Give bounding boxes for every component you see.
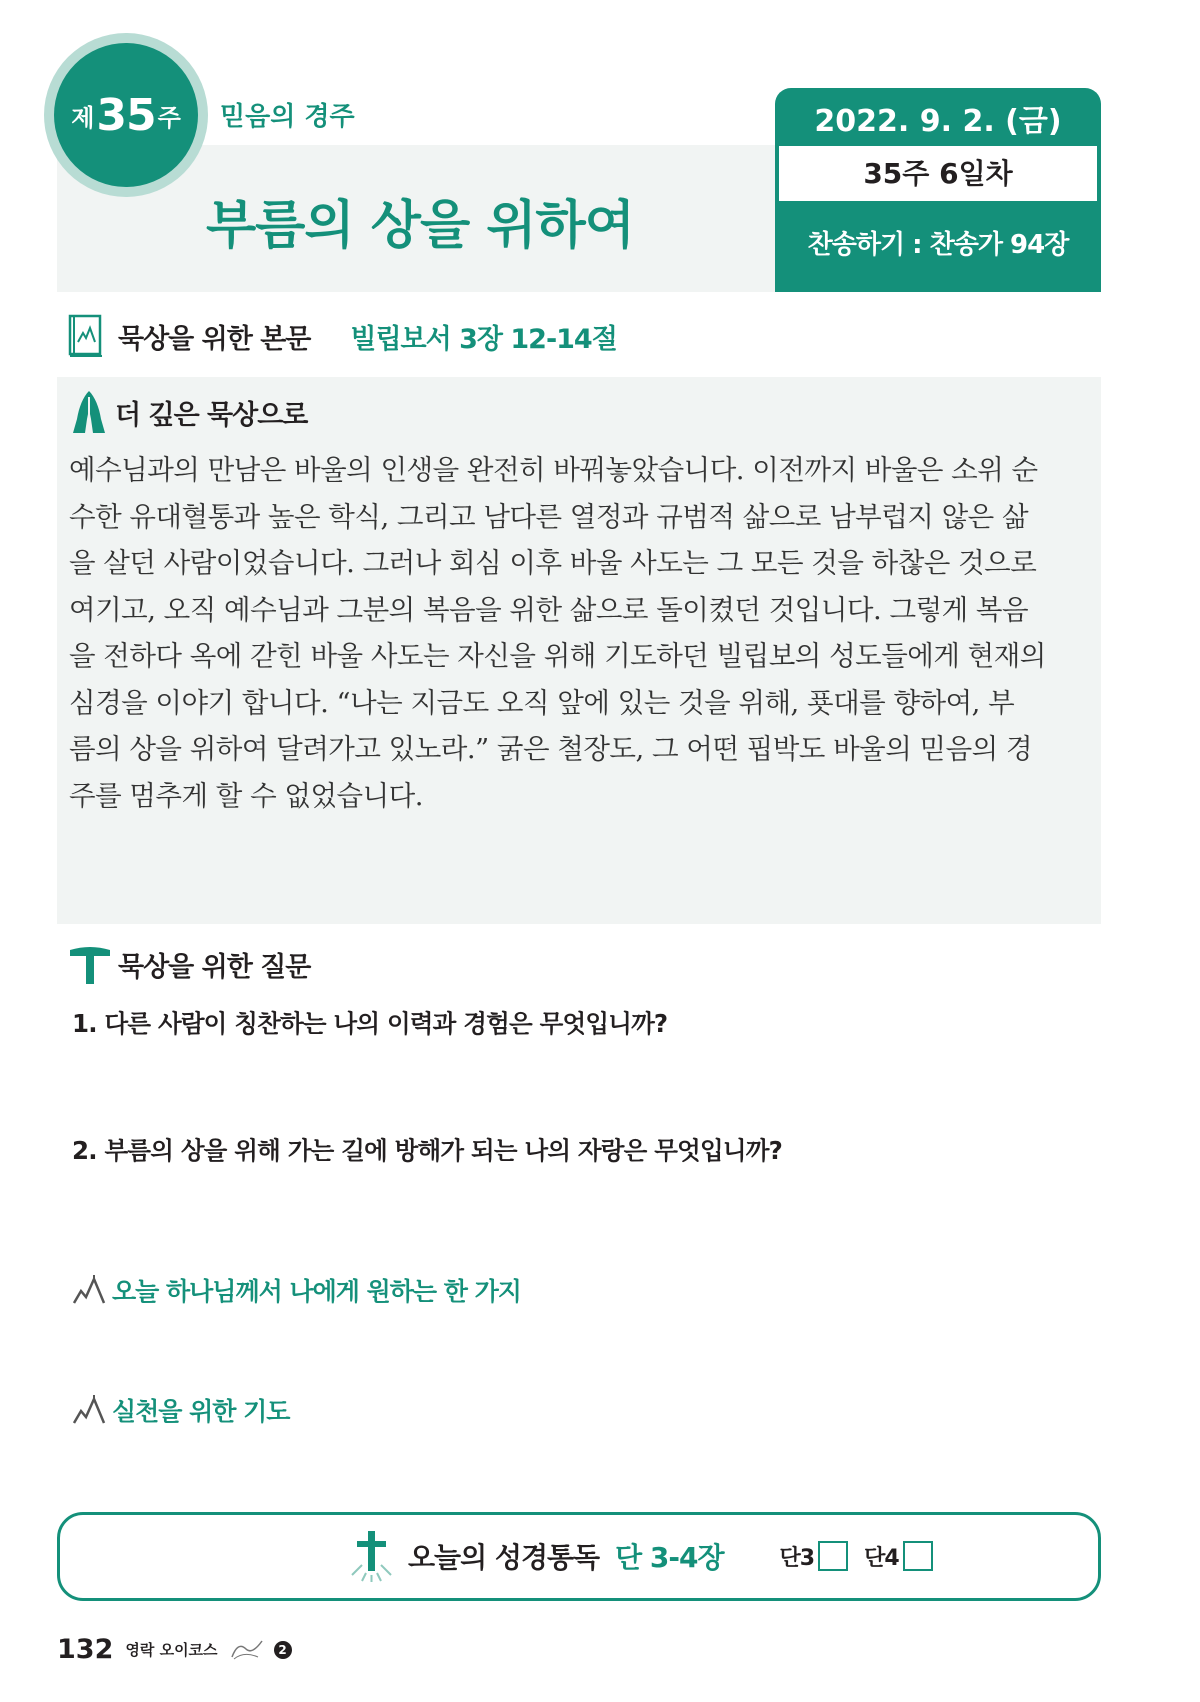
- meditation-line: 을 전하다 옥에 갇힌 바울 사도는 자신을 위해 기도하던 빌립보의 성도들에게 현재의: [69, 640, 1046, 672]
- checkbox-label-1: 단3: [779, 1545, 815, 1571]
- checkbox-1[interactable]: [818, 1541, 848, 1571]
- meditation-line: 름의 상을 위하여 달려가고 있노라.” 굵은 철장도, 그 어떤 핍박도 바울의 믿음의 경: [69, 733, 1033, 765]
- checkbox-label-2: 단4: [864, 1545, 899, 1571]
- prayer-label: 실천을 위한 기도: [112, 1397, 290, 1426]
- week-suffix: 주: [157, 103, 181, 132]
- meditation-section: [57, 377, 1101, 924]
- week-badge: [44, 33, 208, 197]
- week-number: 35: [96, 89, 156, 141]
- passage-row: [68, 312, 617, 360]
- meditation-line: 심경을 이야기 합니다. “나는 지금도 오직 앞에 있는 것을 위해, 푯대를 향하여, 부: [69, 686, 1015, 719]
- prayer-heading: [72, 1392, 289, 1428]
- meditation-title: 더 깊은 묵상으로: [115, 399, 308, 431]
- volume-badge: 2: [274, 1641, 292, 1659]
- meditation-heading: [69, 389, 307, 435]
- date-text: 2022. 9. 2. (금): [814, 104, 1062, 139]
- bible-reading-box: [57, 1512, 1101, 1601]
- meditation-line: 을 살던 사람이었습니다. 그러나 회심 이후 바울 사도는 그 모든 것을 하찮은 것으로: [69, 547, 1037, 579]
- question-2: 2. 부름의 상을 위해 가는 길에 방해가 되는 나의 자랑은 무엇입니까?: [72, 1136, 783, 1165]
- oikos-logo-icon: [228, 1637, 266, 1663]
- one-thing-heading: [72, 1272, 521, 1308]
- cross-light-icon: [348, 1529, 394, 1583]
- page-number: 132: [57, 1634, 114, 1665]
- meditation-line: 예수님과의 만남은 바울의 인생을 완전히 바꿔놓았습니다. 이전까지 바울은 소위 순: [69, 454, 1038, 486]
- footer: [57, 1634, 292, 1665]
- footer-text: 영락 오이코스: [125, 1641, 218, 1659]
- meditation-body: [69, 447, 1103, 819]
- week-badge-inner: [54, 43, 198, 187]
- hymn-text: 찬송하기 : 찬송가 94장: [807, 230, 1069, 260]
- date-panel: [775, 88, 1101, 292]
- bible-reading-reference: 단 3-4장: [615, 1541, 724, 1574]
- meditation-line: 여기고, 오직 예수님과 그분의 복음을 위한 삶으로 돌이켰던 것입니다. 그렇게 복음: [69, 593, 1029, 626]
- praying-hands-icon: [69, 389, 109, 435]
- day-counter: 35주 6일차: [779, 146, 1097, 201]
- mountain-icon: [72, 1395, 106, 1425]
- passage-label: 묵상을 위한 본문: [118, 323, 311, 355]
- bible-reading-label: 오늘의 성경통독: [408, 1541, 600, 1574]
- questions-title: 묵상을 위한 질문: [118, 951, 311, 983]
- week-prefix: 제: [71, 103, 95, 132]
- checkbox-2[interactable]: [903, 1541, 933, 1571]
- cross-icon: [68, 942, 112, 986]
- bible-reading-row: [348, 1529, 933, 1583]
- theme-label: 믿음의 경주: [220, 102, 355, 132]
- questions-heading: [68, 942, 310, 986]
- page-title: 부름의 상을 위하여: [205, 196, 635, 256]
- book-icon: [68, 314, 104, 358]
- one-thing-label: 오늘 하나님께서 나에게 원하는 한 가지: [112, 1277, 521, 1306]
- mountain-icon: [72, 1275, 106, 1305]
- meditation-line: 주를 멈추게 할 수 없었습니다.: [69, 779, 423, 812]
- meditation-line: 수한 유대혈통과 높은 학식, 그리고 남다른 열정과 규범적 삶으로 남부럽지 않은 삶: [69, 500, 1029, 533]
- question-1: 1. 다른 사람이 칭찬하는 나의 이력과 경험은 무엇입니까?: [72, 1009, 668, 1038]
- passage-reference: 빌립보서 3장 12-14절: [350, 323, 617, 355]
